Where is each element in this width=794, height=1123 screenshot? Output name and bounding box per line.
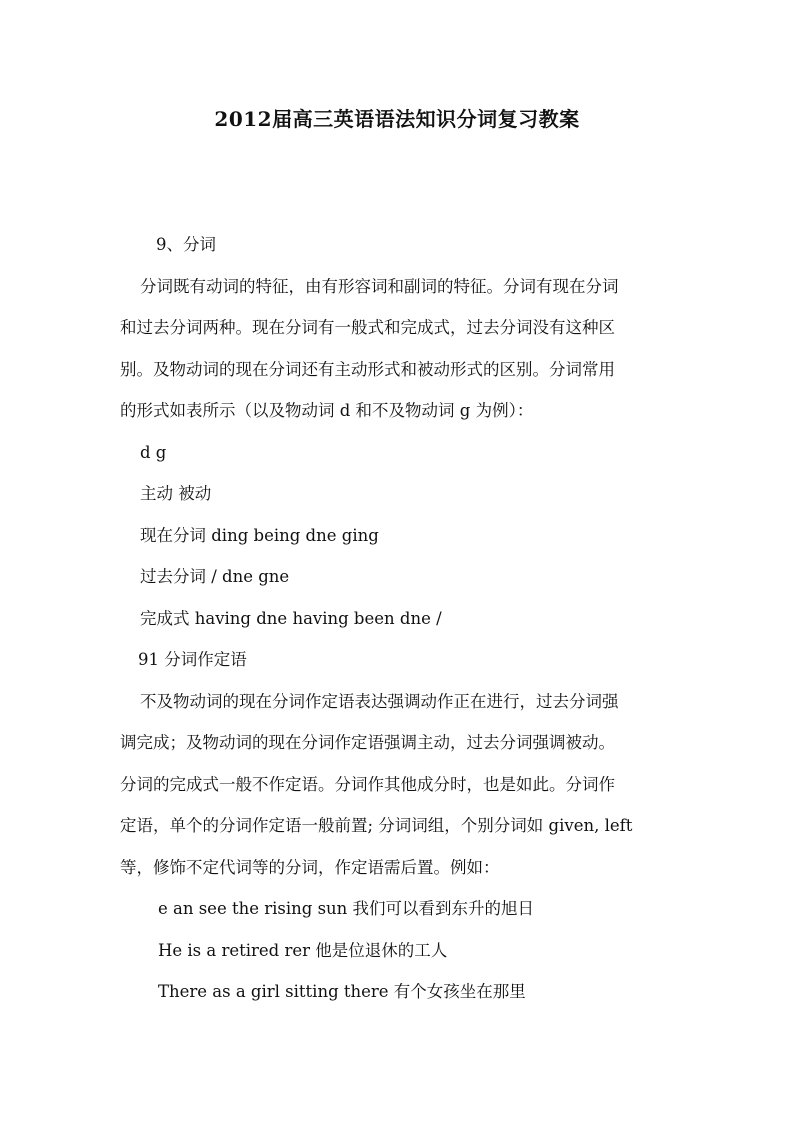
subsection-heading: 91 分词作定语	[138, 650, 247, 669]
form-table-row: 现在分词 ding being dne ging	[140, 525, 379, 545]
intro-line: 分词既有动词的特征，由有形容词和副词的特征。分词有现在分词	[140, 276, 619, 296]
intro-line: 的形式如表所示（以及物动词 d 和不及物动词 g 为例）：	[120, 401, 534, 420]
form-table-row: d g	[140, 442, 167, 462]
form-table-row: 过去分词 / dne gne	[140, 567, 290, 586]
form-table-row: 主动 被动	[140, 484, 212, 503]
example-sentence: e an see the rising sun 我们可以看到东升的旭日	[158, 899, 535, 918]
example-sentence: There as a girl sitting there 有个女孩坐在那里	[158, 982, 526, 1001]
subsection-line: 分词的完成式一般不作定语。分词作其他成分时，也是如此。分词作	[120, 774, 615, 794]
section-heading: 9、分词	[156, 235, 216, 254]
form-table-row: 完成式 having dne having been dne /	[140, 608, 442, 628]
subsection-line: 定语，单个的分词作定语一般前置; 分词词组，个别分词如 given, left	[120, 816, 633, 835]
subsection-line: 不及物动词的现在分词作定语表达强调动作正在进行，过去分词强	[140, 691, 619, 711]
subsection-line: 等，修饰不定代词等的分词，作定语需后置。例如：	[120, 857, 500, 877]
document-body	[120, 224, 676, 1013]
intro-line: 和过去分词两种。现在分词有一般式和完成式，过去分词没有这种区	[120, 318, 615, 337]
document-title: 2012届高三英语语法知识分词复习教案	[214, 107, 580, 131]
example-sentence: He is a retired rer 他是位退休的工人	[158, 940, 448, 960]
intro-line: 别。及物动词的现在分词还有主动形式和被动形式的区别。分词常用	[120, 359, 615, 379]
subsection-line: 调完成；及物动词的现在分词作定语强调主动，过去分词强调被动。	[120, 733, 615, 752]
